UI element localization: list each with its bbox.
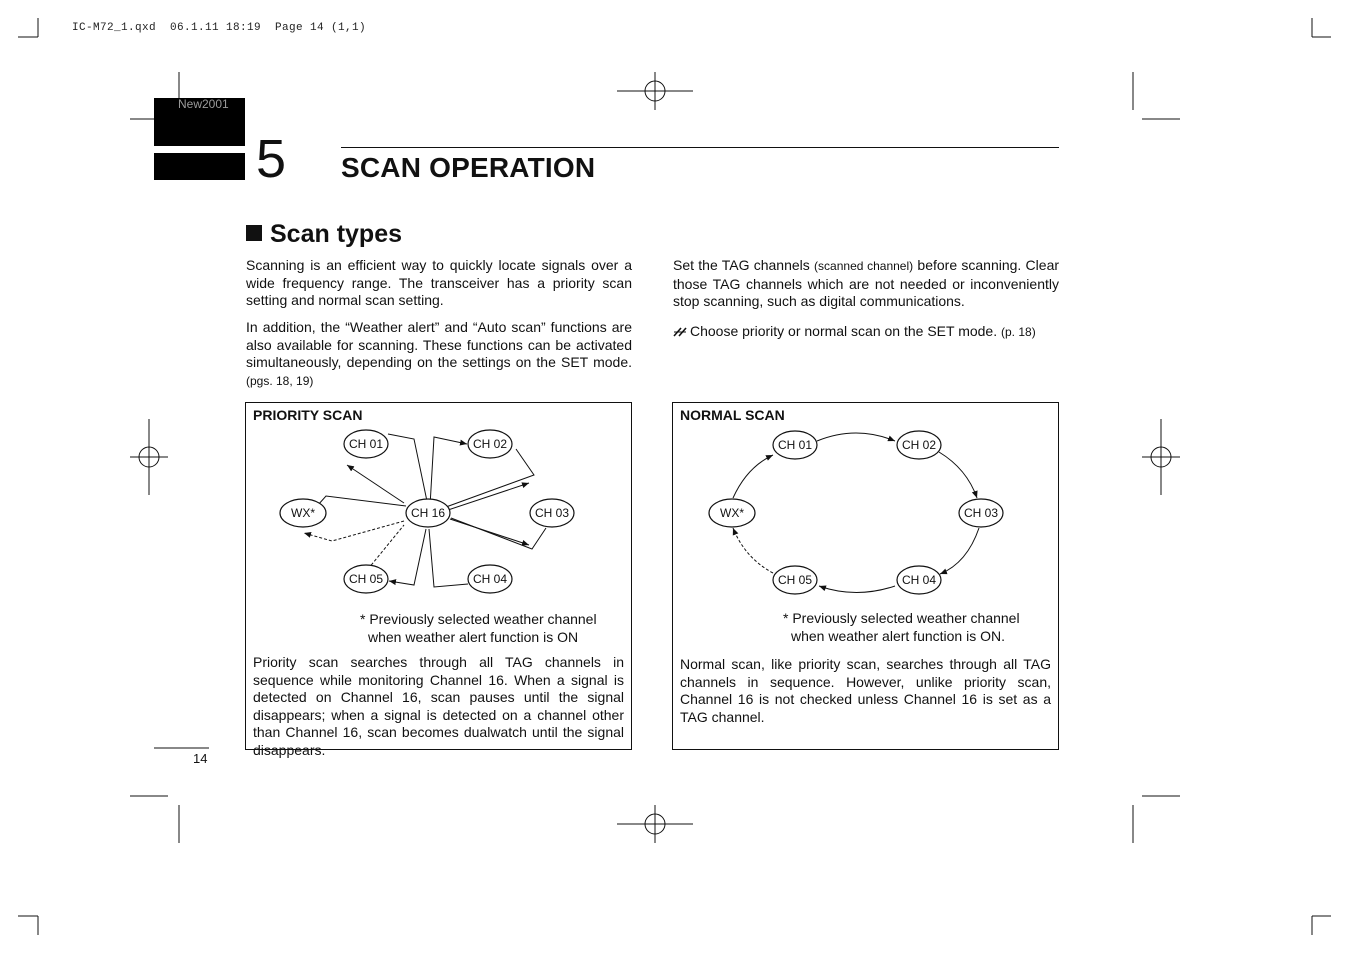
normal-footnote-2: when weather alert function is ON. [791, 628, 1005, 644]
arrow-ch16-ch02 [430, 437, 467, 506]
right-para-1-small: (scanned channel) [814, 259, 914, 273]
left-para-2 [246, 319, 632, 390]
link-ch04-ch16 [429, 529, 468, 587]
label-wx: WX* [720, 506, 744, 520]
label-ch03: CH 03 [963, 506, 999, 520]
priority-footnote-1: * Previously selected weather channel [360, 611, 597, 627]
arrow-ch03-ch04 [940, 528, 979, 574]
arrow-wx-ch01 [733, 455, 773, 498]
normal-scan-box [672, 402, 1059, 750]
link-ch01-ch16 [388, 434, 428, 506]
right-para-1 [673, 257, 1059, 311]
chapter-tab-lower [154, 153, 245, 180]
chapter-title: SCAN OPERATION [341, 152, 596, 183]
link-ch03-ch16 [451, 518, 546, 549]
normal-scan-diagram [673, 403, 1058, 613]
label-ch04: CH 04 [901, 573, 937, 587]
label-ch01: CH 01 [777, 438, 813, 452]
arrow-ch02-ch03 [939, 452, 977, 498]
tip-ref: (p. 18) [1001, 325, 1036, 339]
label-ch05: CH 05 [348, 572, 384, 586]
priority-description: Priority scan searches through all TAG channels in sequence while monitoring Channel 16. When a signal is detected on Channel 16, scan pauses until the signal disappears; when a signal is detected on a channel other than Channel 16, scan becomes dualwatch until the signal disappears. [253, 654, 624, 758]
label-ch16: CH 16 [410, 506, 446, 520]
arrow-ch01-ch02 [817, 433, 895, 441]
section-heading-text: Scan types [270, 220, 403, 248]
right-para-1-rest: before scanning. Clear those TAG channels which are not needed or inconveniently stop scanning, such as digital communications. [673, 257, 1060, 310]
arrow-ch04-ch05 [819, 586, 895, 593]
page-number: 14 [193, 751, 208, 766]
priority-scan-title: PRIORITY SCAN [253, 407, 363, 423]
label-ch03: CH 03 [534, 506, 570, 520]
link-ch16-wx [318, 496, 406, 506]
priority-scan-box [245, 402, 632, 758]
file-info-header: IC-M72_1.qxd 06.1.11 18:19 Page 14 (1,1) [72, 22, 367, 34]
right-para-1-start: Set the TAG channels [673, 257, 810, 273]
label-ch05: CH 05 [777, 573, 813, 587]
tip-line [673, 323, 1073, 342]
left-para-1: Scanning is an efficient way to quickly locate signals over a wide frequency range. The transceiver has a priority scan setting and normal scan setting. [246, 257, 632, 309]
dashed-arrow-ch05-wx [733, 528, 773, 573]
chapter-number: 5 [256, 129, 287, 189]
left-para-2-text: In addition, the “Weather alert” and “Auto scan” functions are also available for scanning. These functions can be activated simultaneously, depending on the settings on the SET mode. [246, 319, 632, 371]
arrow-ch16-ch03 [448, 483, 529, 510]
normal-footnote-1: * Previously selected weather channel [783, 610, 1020, 626]
label-ch02: CH 02 [901, 438, 937, 452]
arrow-ch16-ch01 [347, 465, 404, 503]
tab-label: New2001 [178, 97, 229, 111]
label-ch04: CH 04 [472, 572, 508, 586]
normal-description: Normal scan, like priority scan, searches through all TAG channels in sequence. However, unlike priority scan, Channel 16 is not checked unless Channel 16 is set as a TAG channel. [680, 656, 1051, 725]
priority-footnote-2: when weather alert function is ON [368, 629, 579, 645]
label-ch01: CH 01 [348, 437, 384, 451]
label-ch02: CH 02 [472, 437, 508, 451]
dashed-ch05-ch16 [368, 525, 404, 569]
title-rule [341, 147, 1059, 148]
square-bullet-icon [246, 225, 262, 241]
normal-scan-title: NORMAL SCAN [680, 407, 785, 423]
tip-text: Choose priority or normal scan on the SET mode. [690, 323, 998, 339]
arrow-ch16-ch05 [389, 529, 426, 585]
double-slash-icon [673, 327, 687, 337]
arrow-ch16-ch04 [450, 519, 529, 545]
left-para-2-ref: (pgs. 18, 19) [246, 373, 314, 388]
dashed-arrow-ch16-wx [304, 521, 404, 541]
label-wx: WX* [291, 506, 315, 520]
priority-scan-diagram [246, 403, 631, 613]
section-heading [246, 218, 402, 250]
